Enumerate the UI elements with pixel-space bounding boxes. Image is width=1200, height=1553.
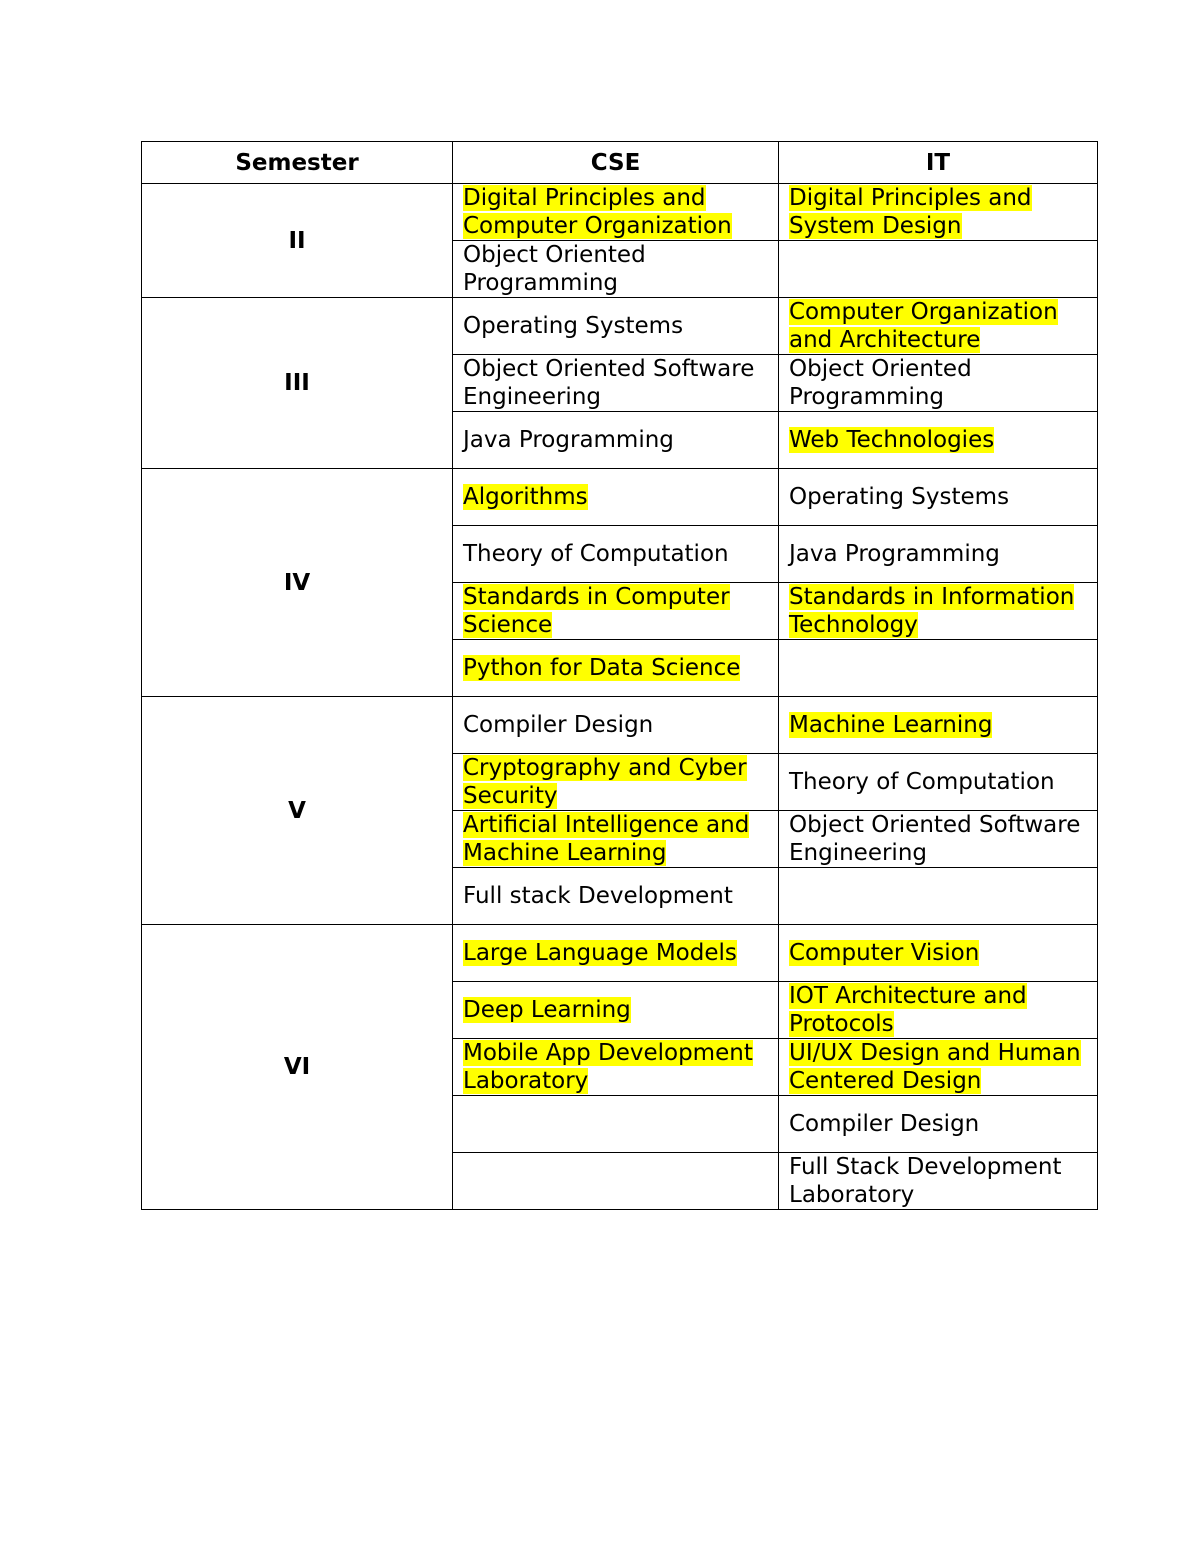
it-course-name: Object Oriented Software Engineering — [789, 812, 1081, 866]
it-course-cell — [779, 697, 1098, 754]
semester-cell: III — [142, 298, 453, 469]
cse-course-name: Theory of Computation — [463, 541, 729, 567]
table-row — [142, 298, 1098, 355]
curriculum-table — [141, 141, 1098, 1210]
it-course-name: Compiler Design — [789, 1111, 980, 1137]
it-course-cell — [779, 526, 1098, 583]
table-row — [142, 925, 1098, 982]
it-course-name: Theory of Computation — [789, 769, 1055, 795]
cse-course-cell — [453, 811, 779, 868]
it-course-name: Computer Vision — [789, 940, 980, 966]
cse-course-cell — [453, 640, 779, 697]
cse-course-cell — [453, 697, 779, 754]
cse-course-name: Standards in Computer Science — [463, 584, 730, 638]
cse-course-cell — [453, 868, 779, 925]
cse-course-name: Digital Principles and Computer Organization — [463, 185, 732, 239]
it-course-cell — [779, 298, 1098, 355]
cse-course-cell — [453, 583, 779, 640]
it-course-name: Operating Systems — [789, 484, 1010, 510]
cse-course-name: Full stack Development — [463, 883, 733, 909]
it-course-cell — [779, 811, 1098, 868]
it-course-name: Full Stack Development Laboratory — [789, 1154, 1062, 1208]
cse-course-name: Object Oriented Software Engineering — [463, 356, 755, 410]
semester-cell: II — [142, 184, 453, 298]
cse-course-cell — [453, 526, 779, 583]
it-course-cell — [779, 583, 1098, 640]
it-course-cell — [779, 754, 1098, 811]
cse-course-name: Operating Systems — [463, 313, 684, 339]
it-course-cell — [779, 355, 1098, 412]
it-course-name: Object Oriented Programming — [789, 356, 972, 410]
cse-course-cell — [453, 925, 779, 982]
cse-course-cell — [453, 754, 779, 811]
it-course-cell — [779, 184, 1098, 241]
it-course-cell — [779, 469, 1098, 526]
cse-course-name: Python for Data Science — [463, 655, 741, 681]
it-course-cell — [779, 1096, 1098, 1153]
cse-course-name: Large Language Models — [463, 940, 737, 966]
it-course-name: IOT Architecture and Protocols — [789, 983, 1027, 1037]
cse-course-name: Java Programming — [463, 427, 674, 453]
it-course-name: Web Technologies — [789, 427, 995, 453]
cse-course-cell — [453, 1153, 779, 1210]
cse-course-name: Artificial Intelligence and Machine Learning — [463, 812, 750, 866]
semester-cell: IV — [142, 469, 453, 697]
cse-course-name: Algorithms — [463, 484, 588, 510]
table-row — [142, 697, 1098, 754]
cse-course-cell — [453, 1096, 779, 1153]
it-course-name: UI/UX Design and Human Centered Design — [789, 1040, 1081, 1094]
cse-course-name: Compiler Design — [463, 712, 654, 738]
cse-course-cell — [453, 355, 779, 412]
header-cse: CSE — [453, 142, 779, 184]
it-course-name: Machine Learning — [789, 712, 993, 738]
it-course-cell — [779, 982, 1098, 1039]
it-course-cell — [779, 640, 1098, 697]
cse-course-cell — [453, 412, 779, 469]
it-course-name: Java Programming — [789, 541, 1000, 567]
it-course-cell — [779, 1153, 1098, 1210]
it-course-cell — [779, 241, 1098, 298]
header-semester: Semester — [142, 142, 453, 184]
it-course-cell — [779, 412, 1098, 469]
it-course-cell — [779, 868, 1098, 925]
table-body — [142, 184, 1098, 1210]
it-course-name: Computer Organization and Architecture — [789, 299, 1058, 353]
it-course-cell — [779, 1039, 1098, 1096]
cse-course-cell — [453, 184, 779, 241]
it-course-name: Digital Principles and System Design — [789, 185, 1032, 239]
cse-course-name: Deep Learning — [463, 997, 631, 1023]
header-row — [142, 142, 1098, 184]
cse-course-cell — [453, 1039, 779, 1096]
cse-course-name: Object Oriented Programming — [463, 242, 646, 296]
cse-course-cell — [453, 982, 779, 1039]
header-it: IT — [779, 142, 1098, 184]
cse-course-name: Cryptography and Cyber Security — [463, 755, 747, 809]
it-course-cell — [779, 925, 1098, 982]
semester-cell: VI — [142, 925, 453, 1210]
cse-course-name: Mobile App Development Laboratory — [463, 1040, 753, 1094]
semester-cell: V — [142, 697, 453, 925]
it-course-name: Standards in Information Technology — [789, 584, 1075, 638]
table-row — [142, 469, 1098, 526]
table-row — [142, 184, 1098, 241]
cse-course-cell — [453, 241, 779, 298]
cse-course-cell — [453, 298, 779, 355]
cse-course-cell — [453, 469, 779, 526]
